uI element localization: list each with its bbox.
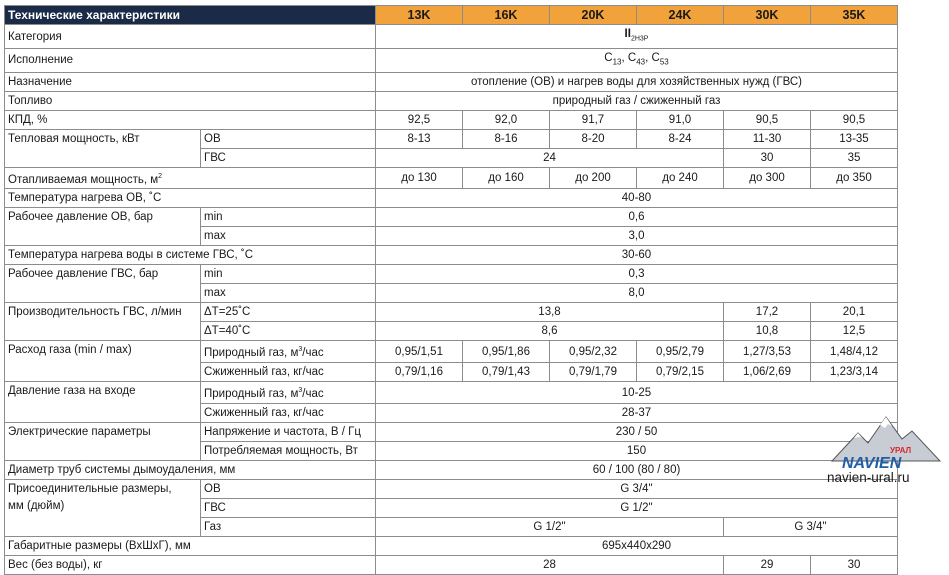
table-cell: 0,95/2,32 [550,341,637,363]
table-cell: 3,0 [376,227,898,246]
row-weight [5,556,898,575]
sub-label: Природный газ, $м^3$/час [201,341,376,363]
row-label: Рабочее давление ГВС, бар [5,265,201,303]
table-cell: 13-35 [811,129,898,148]
table-cell: 150 [376,442,898,461]
sub-label: Потребляемая мощность, Вт [201,442,376,461]
row-label: Производительность ГВС, л/мин [5,303,201,341]
row-label: Температура нагрева воды в системе ГВС, ˚С [5,246,376,265]
table-cell: 24 [376,148,724,167]
table-cell: 92,0 [463,110,550,129]
table-cell: 695x440x290 [376,537,898,556]
table-cell: до 130 [376,167,463,189]
table-cell: 92,5 [376,110,463,129]
model-35k: 35K [811,6,898,25]
spec-table [4,5,898,575]
row-label: Давление газа на входе [5,382,201,423]
table-cell: 8-13 [376,129,463,148]
table-cell: 91,0 [637,110,724,129]
row-ov-temp [5,189,898,208]
sub-label: ΔТ=40˚С [201,322,376,341]
table-cell: 20,1 [811,303,898,322]
table-cell: 0,79/2,15 [637,363,724,382]
table-cell: 90,5 [811,110,898,129]
table-cell: 28 [376,556,724,575]
table-cell: 30-60 [376,246,898,265]
row-thermal-power-ov [5,129,898,148]
table-cell: 0,6 [376,208,898,227]
row-label: Рабочее давление ОВ, бар [5,208,201,246]
row-label: Габаритные размеры (ВхШхГ), мм [5,537,376,556]
table-cell: 0,79/1,79 [550,363,637,382]
table-cell: 8-24 [637,129,724,148]
row-gvs-temp [5,246,898,265]
table-cell: 10,8 [724,322,811,341]
row-label: Вес (без воды), кг [5,556,376,575]
table-cell: G 1/2" [376,518,724,537]
table-cell: 40-80 [376,189,898,208]
row-label: Присоединительные размеры, мм (дюйм) [5,480,201,537]
table-cell: 12,5 [811,322,898,341]
table-cell: 0,79/1,16 [376,363,463,382]
model-13k: 13K [376,6,463,25]
row-gvs-pressure-min [5,265,898,284]
table-cell: 1,23/3,14 [811,363,898,382]
table-cell: 0,95/1,86 [463,341,550,363]
row-category [5,25,898,49]
sub-label: ΔТ=25˚С [201,303,376,322]
category-value: $II_{2H3P}$ [376,25,898,49]
table-title: Технические характеристики [5,6,376,25]
row-label: КПД, % [5,110,376,129]
sub-label: min [201,208,376,227]
table-cell: 0,95/2,79 [637,341,724,363]
table-cell: 0,3 [376,265,898,284]
table-cell: до 240 [637,167,724,189]
brand-top: УРАЛ [890,446,912,455]
purpose-value: отопление (ОВ) и нагрев воды для хозяйственных нужд (ГВС) [376,72,898,91]
table-cell: 17,2 [724,303,811,322]
row-execution [5,49,898,72]
row-connections-ov [5,480,898,499]
header-row [5,6,898,25]
sub-label: Газ [201,518,376,537]
row-label: Диаметр труб системы дымоудаления, мм [5,461,376,480]
row-fuel [5,91,898,110]
sub-label: ОВ [201,480,376,499]
row-gas-flow-natural [5,341,898,363]
table-cell: 60 / 100 (80 / 80) [376,461,898,480]
sub-label: Сжиженный газ, кг/час [201,363,376,382]
model-24k: 24K [637,6,724,25]
sub-label: Сжиженный газ, кг/час [201,404,376,423]
table-cell: 13,8 [376,303,724,322]
row-gvs-capacity-dt25 [5,303,898,322]
row-gas-pressure-natural [5,382,898,404]
execution-value: $C_{13}$, $C_{43}$, $C_{53}$ [376,49,898,72]
sub-label: ГВС [201,148,376,167]
row-label: Топливо [5,91,376,110]
table-cell: 90,5 [724,110,811,129]
table-cell: 8-16 [463,129,550,148]
table-cell: 10-25 [376,382,898,404]
fuel-value: природный газ / сжиженный газ [376,91,898,110]
brand-name: NAVIEN [842,455,902,472]
model-30k: 30K [724,6,811,25]
row-efficiency [5,110,898,129]
row-label: Электрические параметры [5,423,201,461]
table-cell: 1,06/2,69 [724,363,811,382]
row-heated-area [5,167,898,189]
table-cell: до 350 [811,167,898,189]
row-label: Температура нагрева ОВ, ˚С [5,189,376,208]
sub-label: min [201,265,376,284]
sub-label: ОВ [201,129,376,148]
table-cell: 0,95/1,51 [376,341,463,363]
table-cell: 0,79/1,43 [463,363,550,382]
row-label: Исполнение [5,49,376,72]
table-cell: до 300 [724,167,811,189]
sub-label: ГВС [201,499,376,518]
table-cell: 1,48/4,12 [811,341,898,363]
table-cell: до 200 [550,167,637,189]
row-label: Категория [5,25,376,49]
sub-label: max [201,227,376,246]
table-cell: 230 / 50 [376,423,898,442]
sub-label: Природный газ, $м^3$/час [201,382,376,404]
row-label: Отапливаемая мощность, $м^2$ [5,167,376,189]
table-cell: 35 [811,148,898,167]
table-cell: G 1/2" [376,499,898,518]
row-ov-pressure-min [5,208,898,227]
table-cell: 28-37 [376,404,898,423]
table-cell: 8,6 [376,322,724,341]
row-dimensions [5,537,898,556]
website-link[interactable]: navien-ural.ru [827,470,910,485]
model-16k: 16K [463,6,550,25]
table-cell: G 3/4" [376,480,898,499]
row-label: Тепловая мощность, кВт [5,129,201,167]
table-cell: G 3/4" [724,518,898,537]
model-20k: 20K [550,6,637,25]
row-label: Назначение [5,72,376,91]
table-cell: 29 [724,556,811,575]
row-purpose [5,72,898,91]
sub-label: max [201,284,376,303]
table-cell: до 160 [463,167,550,189]
table-cell: 11-30 [724,129,811,148]
row-flue [5,461,898,480]
table-cell: 8,0 [376,284,898,303]
sub-label: Напряжение и частота, В / Гц [201,423,376,442]
table-cell: 30 [811,556,898,575]
table-cell: 91,7 [550,110,637,129]
table-cell: 30 [724,148,811,167]
row-electrical-voltage [5,423,898,442]
table-cell: 1,27/3,53 [724,341,811,363]
row-label: Расход газа (min / max) [5,341,201,382]
table-cell: 8-20 [550,129,637,148]
